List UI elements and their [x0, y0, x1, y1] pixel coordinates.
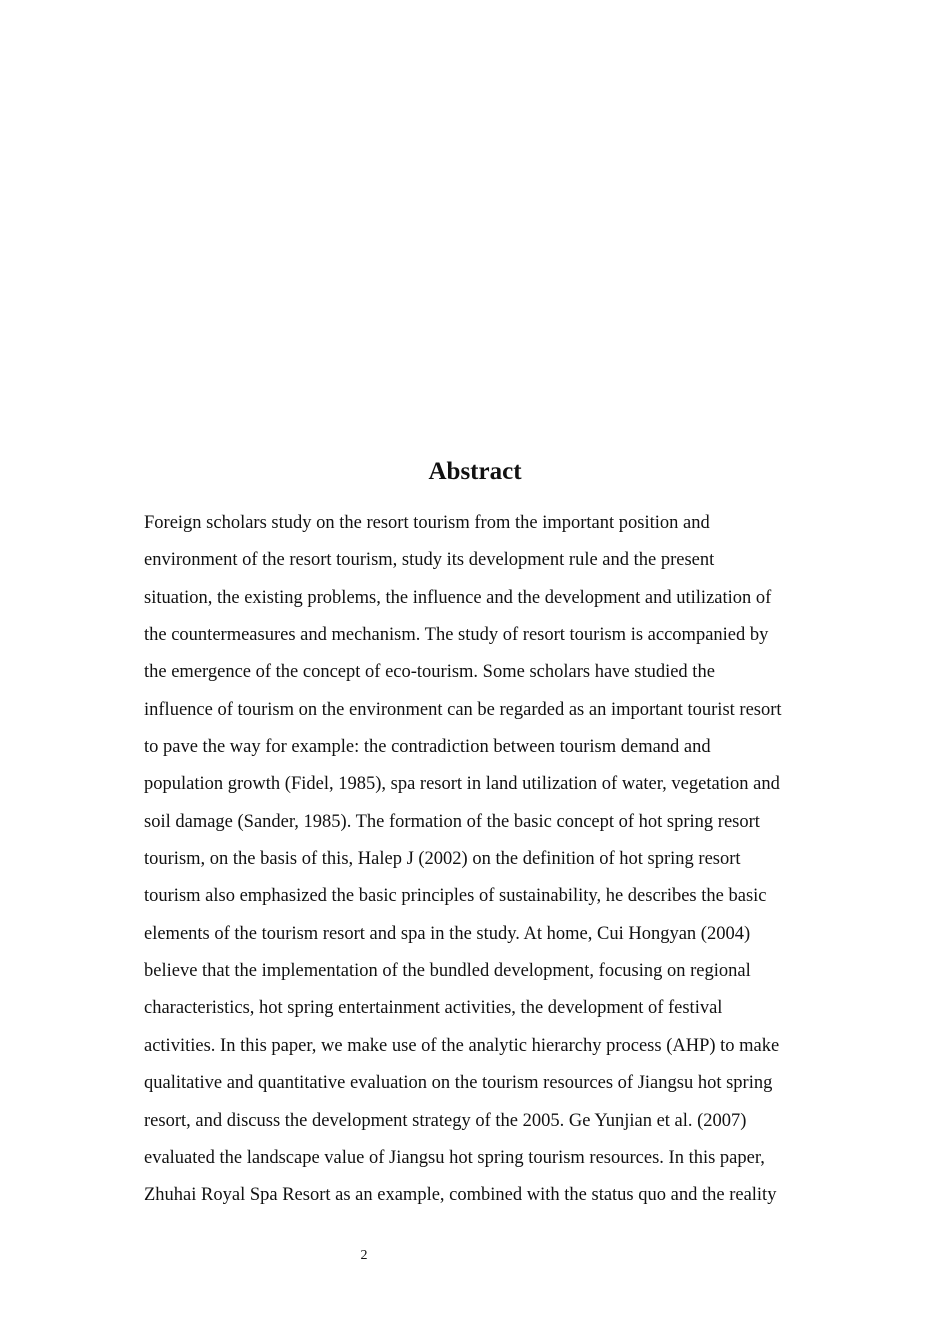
text-line: qualitative and quantitative evaluation on the tourism resources of Jiangsu hot spring: [144, 1073, 773, 1094]
abstract-heading: Abstract: [428, 458, 522, 485]
text-line: evaluated the landscape value of Jiangsu hot spring tourism resources. In this paper,: [144, 1147, 765, 1168]
text-line: population growth (Fidel, 1985), spa resort in land utilization of water, vegetation and: [144, 774, 780, 795]
text-line: to pave the way for example: the contradiction between tourism demand and: [144, 737, 711, 758]
text-line: situation, the existing problems, the influence and the development and utilization of: [144, 587, 772, 608]
text-line: resort, and discuss the development strategy of the 2005. Ge Yunjian et al. (2007): [144, 1110, 747, 1131]
text-line: tourism also emphasized the basic principles of sustainability, he describes the basic: [144, 886, 767, 907]
text-line: the countermeasures and mechanism. The study of resort tourism is accompanied by: [144, 625, 769, 646]
text-line: tourism, on the basis of this, Halep J (2002) on the definition of hot spring resort: [144, 849, 741, 870]
text-line: environment of the resort tourism, study its development rule and the present: [144, 550, 715, 571]
abstract-body: [144, 508, 844, 1218]
text-line: influence of tourism on the environment can be regarded as an important tourist resort: [144, 699, 782, 720]
page-number: 2: [360, 1248, 368, 1263]
text-line: elements of the tourism resort and spa in the study. At home, Cui Hongyan (2004): [144, 923, 751, 944]
text-line: Zhuhai Royal Spa Resort as an example, combined with the status quo and the reality: [144, 1185, 777, 1206]
text-line: soil damage (Sander, 1985). The formation of the basic concept of hot spring resort: [144, 811, 760, 832]
text-line: Foreign scholars study on the resort tourism from the important position and: [144, 513, 710, 533]
text-line: the emergence of the concept of eco-tourism. Some scholars have studied the: [144, 662, 715, 683]
text-line: activities. In this paper, we make use of the analytic hierarchy process (AHP) to make: [144, 1035, 780, 1056]
text-line: believe that the implementation of the bundled development, focusing on regional: [144, 961, 751, 982]
text-line: characteristics, hot spring entertainment activities, the development of festival: [144, 998, 723, 1019]
